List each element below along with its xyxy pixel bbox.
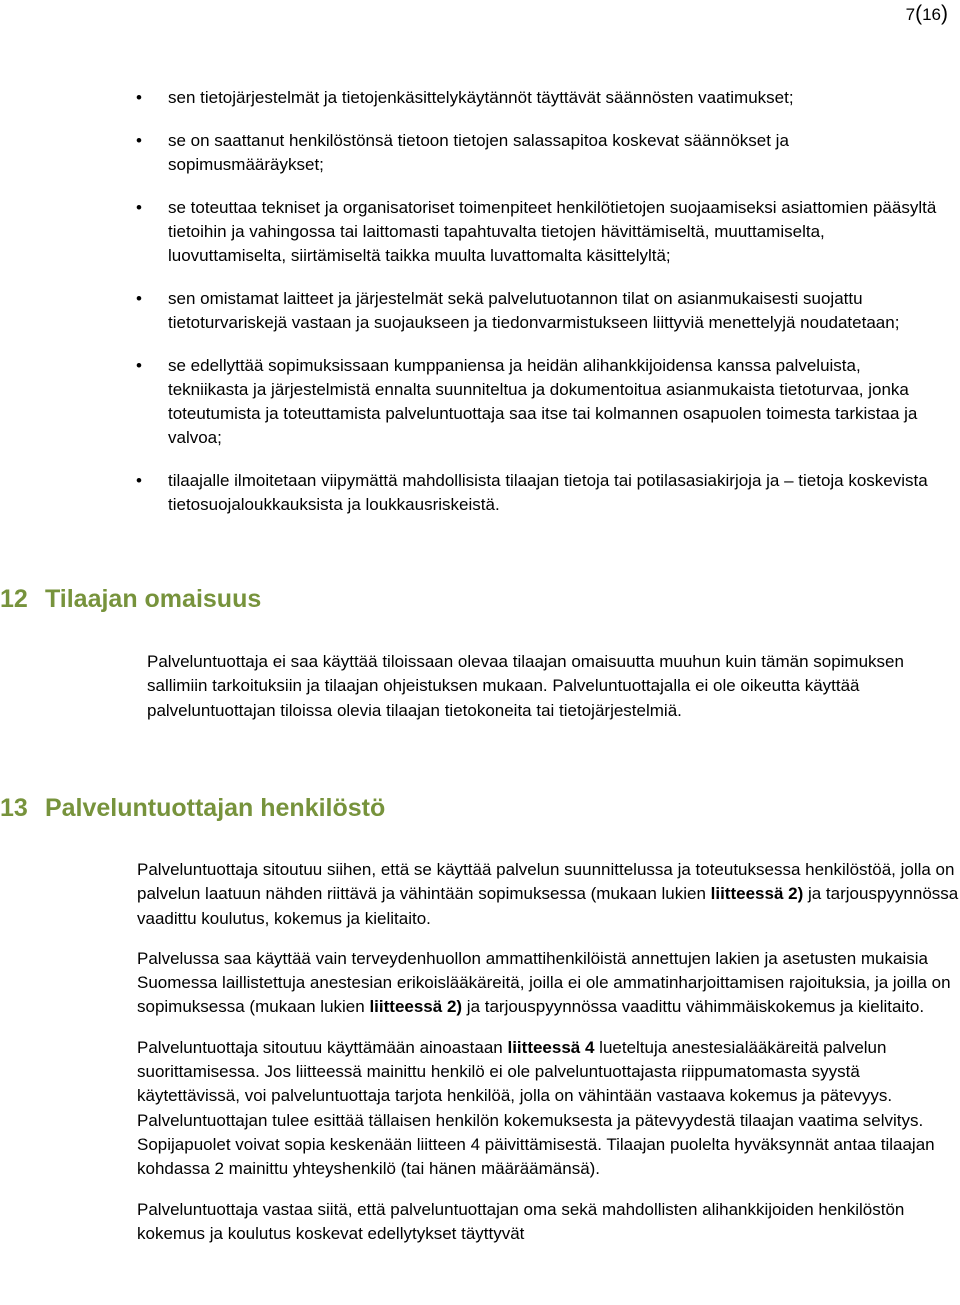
section-number: 12 xyxy=(0,585,28,613)
paragraph: Palveluntuottaja sitoutuu siihen, että se käyttää palvelun suunnittelussa ja toteutuksessa henkilöstöä, jolla on palvelun laatuun nähden riittävä ja vähintään sopimuksessa (mukaan lukien liitteessä 2) ja tarjouspyynnössa vaadittu koulutus, kokemus ja kielitaito. xyxy=(137,860,959,928)
paragraph: Palvelussa saa käyttää vain terveydenhuollon ammattihenkilöistä annettujen lakien ja asetusten mukaisia Suomessa laillistettuja anestesian erikoislääkäreitä, joilla ei ole ammatinharjoittamisen rajoituksia, ja joilla on sopimuksessa (mukaan lukien liitteessä 2) ja tarjouspyynnössa vaadittu vähimmäiskokemus ja kielitaito. xyxy=(137,948,951,1017)
list-item: • tilaajalle ilmoitetaan viipymättä mahdollisista tilaajan tietoja tai potilasasiakirjoja ja – tietoja koskevista tietosuojaloukkauksista ja loukkausriskeistä. xyxy=(0,469,960,517)
section-13-heading xyxy=(0,794,385,823)
section-title: Tilaajan omaisuus xyxy=(44,585,262,613)
paragraph: Palveluntuottaja ei saa käyttää tiloissaan olevaa tilaajan omaisuutta muuhun kuin tämän sopimuksen sallimiin tarkoituksiin ja tilaajan ohjeistuksen mukaan. Palveluntuottajalla ei ole oikeutta käyttää palveluntuottajan tiloissa olevia tilaajan tietokoneita tai tietojärjestelmiä. xyxy=(147,652,904,720)
list-item: • sen omistamat laitteet ja järjestelmät sekä palvelutuotannon tilat on asianmukaisesti suojattu tietoturvariskejä vastaan ja suojaukseen ja tiedonvarmistukseen liittyviä menettelyjä noudatetaan; xyxy=(0,287,960,335)
appendix-reference: liitteessä 2) xyxy=(710,884,804,904)
list-item: • se edellyttää sopimuksissaan kumppaniensa ja heidän alihankkijoidensa kanssa palveluista, tekniikasta ja järjestelmistä ennalta suunniteltua ja dokumentoitua asianmukaista tietoturvaa, jonka toteutumista ja toteuttamista palveluntuottaja saa itse tai kolmannen osapuolen toimesta tarkistaa ja valvoa; xyxy=(0,354,960,450)
section-12-body xyxy=(0,650,960,739)
list-item: • sen tietojärjestelmät ja tietojenkäsittelykäytännöt täyttävät säännösten vaatimukset; xyxy=(0,86,960,110)
appendix-reference: liitteessä 4 xyxy=(507,1037,595,1057)
list-item: • se toteuttaa tekniset ja organisatoriset toimenpiteet henkilötietojen suojaamiseksi asiattomien pääsyltä tietoihin ja vahingossa tai laittomasti tapahtuvalta tietojen hävittämiseltä, muuttamiselta, luovuttamiselta, siirtämiseltä taikka muulta luvattomalta käsittelyltä; xyxy=(0,196,960,268)
section-13-body xyxy=(0,858,960,1262)
list-item: • se on saattanut henkilöstönsä tietoon tietojen salassapitoa koskevat säännökset ja sopimusmääräykset; xyxy=(0,129,960,177)
section-12-heading xyxy=(0,585,261,614)
appendix-reference: liitteessä 2) xyxy=(369,997,463,1017)
paragraph: Palveluntuottaja vastaa siitä, että palveluntuottajan oma sekä mahdollisten alihankkijoiden henkilöstön kokemus ja koulutus koskevat edellytykset täyttyvät xyxy=(137,1199,905,1243)
section-number: 13 xyxy=(0,794,28,822)
section-title: Palveluntuottajan henkilöstö xyxy=(44,794,386,822)
paragraph: Palveluntuottaja sitoutuu käyttämään ainoastaan liitteessä 4 lueteltuja anestesialääkäreitä palvelun suorittamisessa. Jos liitteessä mainittu henkilö ei ole palveluntuottajasta riippumatomasta syystä käytettävissä, voi palveluntuottaja tarjota henkilöä, jolla on vähintään vastaava kokemus ja pätevyys. Palveluntuottajan tulee esittää tällaisen henkilön kokemuksesta ja pätevyydestä tilaajan vaatima selvitys. Sopijapuolet voivat sopia keskenään liitteen 4 päivittämisestä. Tilaajan puolelta hyväksynnät antaa tilaajan kohdassa 2 mainittu yhteyshenkilö (tai hänen määräämänsä). xyxy=(137,1037,935,1179)
requirements-list xyxy=(0,86,960,536)
page-number: 7(16) xyxy=(905,2,948,25)
